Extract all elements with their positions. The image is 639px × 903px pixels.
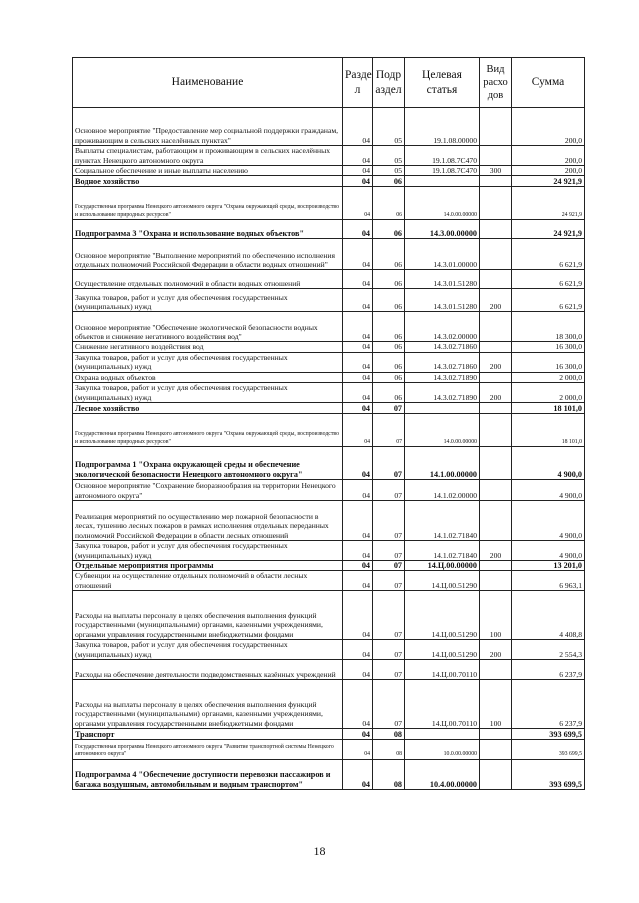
- row-target-cell: 10.0.00.00000: [405, 740, 480, 760]
- row-name-cell: Закупка товаров, работ и услуг для обеспечения государственных (муниципальных) нужд: [73, 289, 343, 312]
- row-sum-cell: 6 963,1: [512, 571, 585, 591]
- table-row: [73, 447, 585, 480]
- row-podrazdel-cell: 06: [373, 312, 405, 342]
- row-name-cell: Расходы на выплаты персоналу в целях обеспечения выполнения функций государственными (муниципальными) органами, казенными учреждениями, органами управления государственными внебюджетными фондами: [73, 591, 343, 640]
- row-podrazdel-cell: 06: [373, 270, 405, 289]
- row-razdel-cell: 04: [343, 414, 373, 447]
- table-row: [73, 312, 585, 342]
- table-row: [73, 352, 585, 372]
- row-target-cell: 14.0.00.00000: [405, 414, 480, 447]
- row-vid-cell: [480, 480, 512, 501]
- row-podrazdel-cell: 07: [373, 660, 405, 680]
- table-row: [73, 220, 585, 239]
- row-target-cell: 14.Ц.00.70110: [405, 680, 480, 729]
- table-row: [73, 176, 585, 187]
- row-name-cell: Подпрограмма 3 "Охрана и использование водных объектов": [73, 220, 343, 239]
- row-razdel-cell: 04: [343, 660, 373, 680]
- table-row: [73, 239, 585, 270]
- row-podrazdel-cell: 05: [373, 108, 405, 146]
- row-sum-cell: 4 900,0: [512, 480, 585, 501]
- row-name-cell: Охрана водных объектов: [73, 372, 343, 382]
- row-sum-cell: 6 621,9: [512, 239, 585, 270]
- row-target-cell: 14.Ц.00.00000: [405, 561, 480, 571]
- row-name-cell: Социальное обеспечение и иные выплаты населению: [73, 166, 343, 176]
- row-sum-cell: 24 921,9: [512, 187, 585, 220]
- table-row: [73, 660, 585, 680]
- row-vid-cell: 200: [480, 383, 512, 403]
- table-row: [73, 571, 585, 591]
- row-vid-cell: [480, 239, 512, 270]
- row-podrazdel-cell: 07: [373, 591, 405, 640]
- row-target-cell: 14.3.01.51280: [405, 289, 480, 312]
- row-vid-cell: [480, 403, 512, 414]
- row-razdel-cell: 04: [343, 239, 373, 270]
- row-podrazdel-cell: 08: [373, 740, 405, 760]
- row-name-cell: Транспорт: [73, 729, 343, 740]
- row-razdel-cell: 04: [343, 108, 373, 146]
- row-podrazdel-cell: 07: [373, 403, 405, 414]
- row-name-cell: Осуществление отдельных полномочий в области водных отношений: [73, 270, 343, 289]
- row-razdel-cell: 04: [343, 729, 373, 740]
- row-name-cell: Субвенции на осуществление отдельных полномочий в области лесных отношений: [73, 571, 343, 591]
- row-sum-cell: 24 921,9: [512, 220, 585, 239]
- row-sum-cell: 393 699,5: [512, 760, 585, 790]
- row-sum-cell: 24 921,9: [512, 176, 585, 187]
- row-podrazdel-cell: 06: [373, 372, 405, 382]
- row-sum-cell: 6 621,9: [512, 270, 585, 289]
- row-podrazdel-cell: 07: [373, 480, 405, 501]
- row-razdel-cell: 04: [343, 447, 373, 480]
- row-podrazdel-cell: 07: [373, 571, 405, 591]
- row-sum-cell: 4 900,0: [512, 447, 585, 480]
- row-vid-cell: [480, 108, 512, 146]
- row-podrazdel-cell: 06: [373, 383, 405, 403]
- row-target-cell: 14.3.01.51280: [405, 270, 480, 289]
- row-sum-cell: 2 000,0: [512, 372, 585, 382]
- row-target-cell: 14.3.02.71890: [405, 372, 480, 382]
- row-vid-cell: [480, 571, 512, 591]
- row-razdel-cell: 04: [343, 289, 373, 312]
- table-row: [73, 383, 585, 403]
- table-row: [73, 270, 585, 289]
- row-podrazdel-cell: 06: [373, 342, 405, 352]
- row-target-cell: [405, 403, 480, 414]
- row-name-cell: Закупка товаров, работ и услуг для обеспечения государственных (муниципальных) нужд: [73, 352, 343, 372]
- row-vid-cell: 100: [480, 680, 512, 729]
- row-podrazdel-cell: 07: [373, 541, 405, 561]
- table-row: [73, 289, 585, 312]
- row-name-cell: Выплаты специалистам, работающим и проживающим в сельских населённых пунктах Ненецкого автономного округа: [73, 146, 343, 166]
- row-sum-cell: 16 300,0: [512, 342, 585, 352]
- row-razdel-cell: 04: [343, 166, 373, 176]
- table-row: [73, 414, 585, 447]
- row-sum-cell: 4 408,8: [512, 591, 585, 640]
- row-target-cell: 14.Ц.00.51290: [405, 591, 480, 640]
- table-row: [73, 591, 585, 640]
- row-sum-cell: 393 699,5: [512, 729, 585, 740]
- row-podrazdel-cell: 06: [373, 187, 405, 220]
- row-razdel-cell: 04: [343, 176, 373, 187]
- header-razdel: Разде л: [343, 58, 373, 108]
- header-row: [73, 58, 585, 108]
- row-podrazdel-cell: 05: [373, 166, 405, 176]
- row-name-cell: Закупка товаров, работ и услуг для обеспечения государственных (муниципальных) нужд: [73, 383, 343, 403]
- row-vid-cell: [480, 220, 512, 239]
- table-row: [73, 108, 585, 146]
- row-razdel-cell: 04: [343, 312, 373, 342]
- row-target-cell: 19.1.08.7С470: [405, 146, 480, 166]
- row-vid-cell: 300: [480, 166, 512, 176]
- row-name-cell: Основное мероприятие "Выполнение мероприятий по обеспечению исполнения отдельных полномочий Российской Федерации в области водных отношений": [73, 239, 343, 270]
- row-vid-cell: [480, 187, 512, 220]
- row-vid-cell: 200: [480, 640, 512, 660]
- row-target-cell: 14.3.00.00000: [405, 220, 480, 239]
- row-target-cell: 14.0.00.00000: [405, 187, 480, 220]
- header-sum: Сумма: [512, 58, 585, 108]
- budget-page: [72, 57, 584, 790]
- row-podrazdel-cell: 07: [373, 680, 405, 729]
- row-podrazdel-cell: 08: [373, 729, 405, 740]
- row-target-cell: 14.Ц.00.70110: [405, 660, 480, 680]
- row-name-cell: Закупка товаров, работ и услуг для обеспечения государственных (муниципальных) нужд: [73, 541, 343, 561]
- row-vid-cell: [480, 729, 512, 740]
- row-vid-cell: [480, 561, 512, 571]
- row-sum-cell: 4 900,0: [512, 541, 585, 561]
- row-vid-cell: [480, 342, 512, 352]
- row-name-cell: Закупка товаров, работ и услуг для обеспечения государственных (муниципальных) нужд: [73, 640, 343, 660]
- row-podrazdel-cell: 07: [373, 640, 405, 660]
- row-razdel-cell: 04: [343, 352, 373, 372]
- row-razdel-cell: 04: [343, 740, 373, 760]
- row-target-cell: 14.Ц.00.51290: [405, 571, 480, 591]
- header-podrazdel: Подр аздел: [373, 58, 405, 108]
- table-row: [73, 166, 585, 176]
- row-sum-cell: 18 101,0: [512, 414, 585, 447]
- row-podrazdel-cell: 05: [373, 146, 405, 166]
- row-sum-cell: 6 621,9: [512, 289, 585, 312]
- row-razdel-cell: 04: [343, 760, 373, 790]
- row-razdel-cell: 04: [343, 372, 373, 382]
- row-target-cell: 14.1.02.00000: [405, 480, 480, 501]
- table-row: [73, 187, 585, 220]
- row-podrazdel-cell: 07: [373, 561, 405, 571]
- row-target-cell: [405, 729, 480, 740]
- row-vid-cell: [480, 146, 512, 166]
- row-target-cell: 14.1.02.71840: [405, 541, 480, 561]
- table-row: [73, 501, 585, 541]
- table-row: [73, 541, 585, 561]
- row-name-cell: Государственная программа Ненецкого автономного округа "Развитие транспортной системы Ненецкого автономного округа": [73, 740, 343, 760]
- row-name-cell: Государственная программа Ненецкого автономного округа "Охрана окружающей среды, воспроизводство и использование природных ресурсов": [73, 414, 343, 447]
- row-name-cell: Основное мероприятие "Сохранение биоразнообразия на территории Ненецкого автономного округа": [73, 480, 343, 501]
- row-razdel-cell: 04: [343, 187, 373, 220]
- table-row: [73, 372, 585, 382]
- row-podrazdel-cell: 06: [373, 239, 405, 270]
- row-razdel-cell: 04: [343, 220, 373, 239]
- table-row: [73, 403, 585, 414]
- row-target-cell: 19.1.08.7С470: [405, 166, 480, 176]
- row-name-cell: Водное хозяйство: [73, 176, 343, 187]
- row-vid-cell: [480, 176, 512, 187]
- row-podrazdel-cell: 07: [373, 501, 405, 541]
- table-row: [73, 480, 585, 501]
- row-razdel-cell: 04: [343, 640, 373, 660]
- row-name-cell: Подпрограмма 1 "Охрана окружающей среды и обеспечение экологической безопасности Ненецкого автономного округа": [73, 447, 343, 480]
- row-sum-cell: 13 201,0: [512, 561, 585, 571]
- table-row: [73, 760, 585, 790]
- row-name-cell: Снижение негативного воздействия вод: [73, 342, 343, 352]
- row-sum-cell: 16 300,0: [512, 352, 585, 372]
- table-row: [73, 640, 585, 660]
- row-sum-cell: 200,0: [512, 166, 585, 176]
- row-sum-cell: 200,0: [512, 108, 585, 146]
- budget-table: [72, 57, 585, 790]
- row-target-cell: 14.1.02.71840: [405, 501, 480, 541]
- table-row: [73, 146, 585, 166]
- row-vid-cell: [480, 270, 512, 289]
- row-vid-cell: [480, 312, 512, 342]
- row-sum-cell: 393 699,5: [512, 740, 585, 760]
- row-vid-cell: [480, 447, 512, 480]
- row-razdel-cell: 04: [343, 383, 373, 403]
- table-row: [73, 342, 585, 352]
- row-razdel-cell: 04: [343, 146, 373, 166]
- row-vid-cell: 100: [480, 591, 512, 640]
- row-sum-cell: 4 900,0: [512, 501, 585, 541]
- row-vid-cell: [480, 501, 512, 541]
- header-name: Наименование: [73, 58, 343, 108]
- row-target-cell: 14.3.01.00000: [405, 239, 480, 270]
- row-razdel-cell: 04: [343, 561, 373, 571]
- row-sum-cell: 18 300,0: [512, 312, 585, 342]
- row-name-cell: Основное мероприятие "Обеспечение экологической безопасности водных объектов и снижение негативного воздействия вод": [73, 312, 343, 342]
- row-name-cell: Расходы на обеспечение деятельности подведомственных казённых учреждений: [73, 660, 343, 680]
- row-sum-cell: 2 554,3: [512, 640, 585, 660]
- row-podrazdel-cell: 08: [373, 760, 405, 790]
- row-sum-cell: 6 237,9: [512, 660, 585, 680]
- row-podrazdel-cell: 06: [373, 289, 405, 312]
- row-target-cell: 10.4.00.00000: [405, 760, 480, 790]
- page-number: 18: [313, 844, 326, 858]
- row-razdel-cell: 04: [343, 480, 373, 501]
- row-name-cell: Расходы на выплаты персоналу в целях обеспечения выполнения функций государственными (муниципальными) органами, казенными учреждениями, органами управления государственными внебюджетными фондами: [73, 680, 343, 729]
- row-vid-cell: 200: [480, 289, 512, 312]
- row-target-cell: 14.3.02.71890: [405, 383, 480, 403]
- row-name-cell: Подпрограмма 4 "Обеспечение доступности перевозки пассажиров и багажа воздушным, автомобильным и водным транспортом": [73, 760, 343, 790]
- header-vid: Вид расхо дов: [480, 58, 512, 108]
- row-vid-cell: [480, 740, 512, 760]
- header-target: Целевая статья: [405, 58, 480, 108]
- row-name-cell: Реализация мероприятий по осуществлению мер пожарной безопасности в лесах, тушению лесных пожаров в рамках исполнения отдельных переданных полномочий Российской Федерации в области лесных отношений: [73, 501, 343, 541]
- row-sum-cell: 6 237,9: [512, 680, 585, 729]
- row-vid-cell: [480, 372, 512, 382]
- row-target-cell: [405, 176, 480, 187]
- row-target-cell: 14.1.00.00000: [405, 447, 480, 480]
- row-vid-cell: [480, 660, 512, 680]
- row-sum-cell: 2 000,0: [512, 383, 585, 403]
- row-podrazdel-cell: 06: [373, 176, 405, 187]
- row-name-cell: Отдельные мероприятия программы: [73, 561, 343, 571]
- row-vid-cell: 200: [480, 541, 512, 561]
- row-name-cell: Государственная программа Ненецкого автономного округа "Охрана окружающей среды, воспроизводство и использование природных ресурсов": [73, 187, 343, 220]
- row-vid-cell: [480, 760, 512, 790]
- row-podrazdel-cell: 07: [373, 414, 405, 447]
- row-razdel-cell: 04: [343, 501, 373, 541]
- row-podrazdel-cell: 06: [373, 220, 405, 239]
- table-row: [73, 729, 585, 740]
- row-target-cell: 14.3.02.71860: [405, 342, 480, 352]
- table-row: [73, 680, 585, 729]
- row-razdel-cell: 04: [343, 403, 373, 414]
- row-razdel-cell: 04: [343, 541, 373, 561]
- row-podrazdel-cell: 06: [373, 352, 405, 372]
- row-name-cell: Основное мероприятие "Предоставление мер социальной поддержки гражданам, проживающим в сельских населённых пунктах": [73, 108, 343, 146]
- row-target-cell: 14.3.02.71860: [405, 352, 480, 372]
- row-vid-cell: [480, 414, 512, 447]
- row-razdel-cell: 04: [343, 270, 373, 289]
- row-razdel-cell: 04: [343, 571, 373, 591]
- row-vid-cell: 200: [480, 352, 512, 372]
- row-podrazdel-cell: 07: [373, 447, 405, 480]
- row-name-cell: Лесное хозяйство: [73, 403, 343, 414]
- row-target-cell: 19.1.08.00000: [405, 108, 480, 146]
- row-sum-cell: 18 101,0: [512, 403, 585, 414]
- table-row: [73, 561, 585, 571]
- row-target-cell: 14.3.02.00000: [405, 312, 480, 342]
- row-razdel-cell: 04: [343, 591, 373, 640]
- row-sum-cell: 200,0: [512, 146, 585, 166]
- row-razdel-cell: 04: [343, 680, 373, 729]
- row-razdel-cell: 04: [343, 342, 373, 352]
- row-target-cell: 14.Ц.00.51290: [405, 640, 480, 660]
- table-row: [73, 740, 585, 760]
